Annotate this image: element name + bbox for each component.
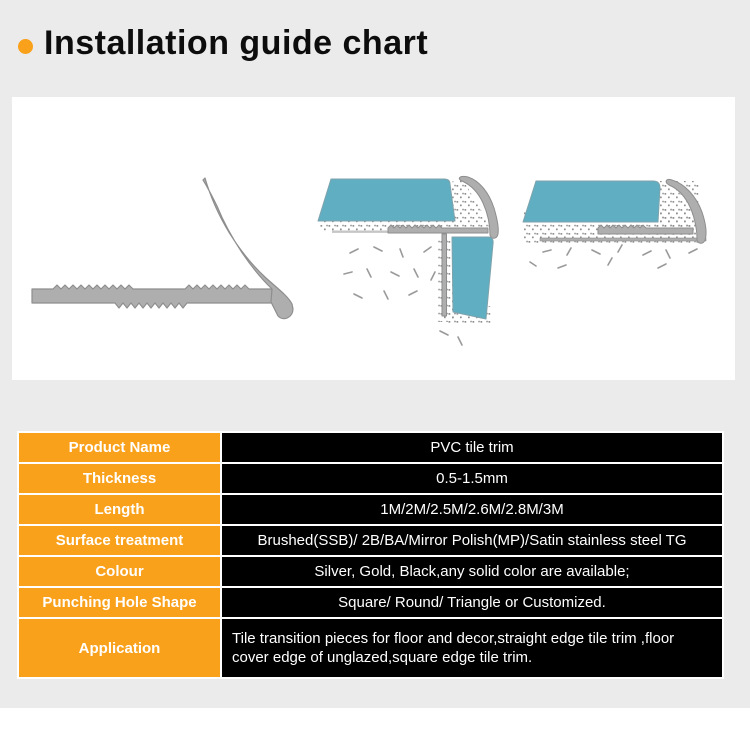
row-label: Length: [19, 495, 220, 524]
row-value: Brushed(SSB)/ 2B/BA/Mirror Polish(MP)/Satin stainless steel TG: [222, 526, 722, 555]
row-value: PVC tile trim: [222, 433, 722, 462]
tile-vertical: [452, 237, 493, 319]
row-label: Thickness: [19, 464, 220, 493]
row-value: Square/ Round/ Triangle or Customized.: [222, 588, 722, 617]
row-label: Colour: [19, 557, 220, 586]
row-label: Surface treatment: [19, 526, 220, 555]
row-value: 1M/2M/2.5M/2.6M/2.8M/3M: [222, 495, 722, 524]
table-row: [19, 433, 722, 462]
tile-top: [318, 179, 455, 221]
page-header: [18, 24, 428, 63]
table-row: [19, 526, 722, 555]
row-label: Product Name: [19, 433, 220, 462]
table-row: [19, 619, 722, 677]
page-title: Installation guide chart: [44, 24, 429, 62]
table-row: [19, 588, 722, 617]
installation-diagram-panel: [12, 97, 735, 380]
table-row: [19, 557, 722, 586]
row-value: Silver, Gold, Black,any solid color are available;: [222, 557, 722, 586]
row-value: 0.5-1.5mm: [222, 464, 722, 493]
trim-profile-diagram: [14, 170, 304, 330]
corner-installation-diagram: [310, 170, 505, 360]
tile-floor: [523, 181, 660, 222]
row-value: Tile transition pieces for floor and decor,straight edge tile trim ,floor cover edge of unglazed,square edge tile trim.: [222, 619, 722, 677]
table-row: [19, 464, 722, 493]
table-row: [19, 495, 722, 524]
bullet-icon: [18, 39, 33, 54]
spec-table: [17, 431, 724, 679]
row-label: Punching Hole Shape: [19, 588, 220, 617]
edge-installation-diagram: [515, 170, 720, 290]
row-label: Application: [19, 619, 220, 677]
